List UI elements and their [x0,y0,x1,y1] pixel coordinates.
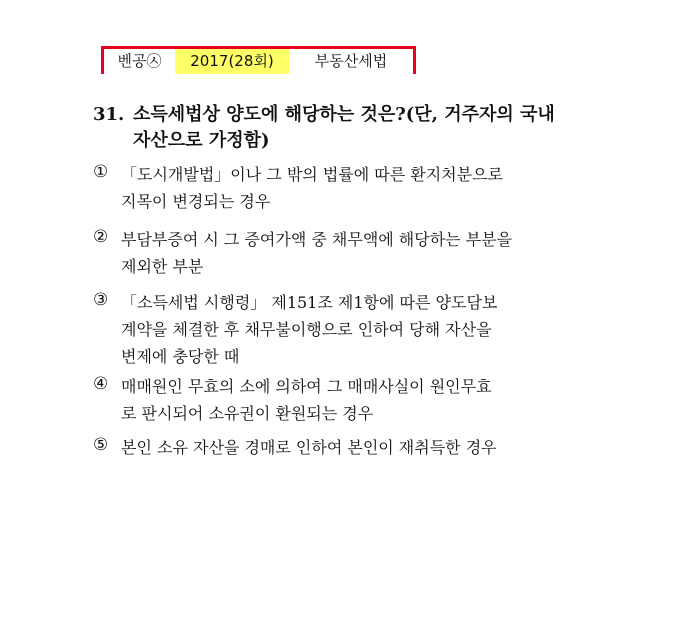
option-3-line-2: 계약을 체결한 후 채무불이행으로 인하여 당해 자산을 [121,320,492,339]
option-2-mark: ② [93,227,109,247]
option-4-line-1: 매매원인 무효의 소에 의하여 그 매매사실이 원인무효 [121,377,492,396]
option-1-line-2: 지목이 변경되는 경우 [121,192,271,211]
question-number: 31. [93,104,125,125]
exam-header [101,46,416,74]
question-line-1: 소득세법상 양도에 해당하는 것은?(단, 거주자의 국내 [133,104,555,125]
option-1-line-1: 「도시개발법」이나 그 밖의 법률에 따른 환지처분으로 [121,165,504,184]
header-year: 2017(28회) [175,49,289,74]
header-category: 벤공㉦ [117,52,162,70]
option-4-line-2: 로 판시되어 소유권이 환원되는 경우 [121,404,374,423]
option-2-line-2: 제외한 부분 [121,257,204,276]
option-1-mark: ① [93,162,109,182]
option-5-mark: ⑤ [93,435,109,455]
question-line-2: 자산으로 가정함) [133,130,270,151]
header-subject: 부동산세법 [314,52,388,70]
option-5-line-1: 본인 소유 자산을 경매로 인하여 본인이 재취득한 경우 [121,438,497,457]
option-3-mark: ③ [93,290,109,310]
option-3-line-3: 변제에 충당한 때 [121,347,240,366]
header-right-border [413,46,416,74]
option-4-mark: ④ [93,374,109,394]
option-2-line-1: 부담부증여 시 그 증여가액 중 채무액에 해당하는 부분을 [121,230,513,249]
option-3-line-1: 「소득세법 시행령」 제151조 제1항에 따른 양도담보 [121,293,498,312]
